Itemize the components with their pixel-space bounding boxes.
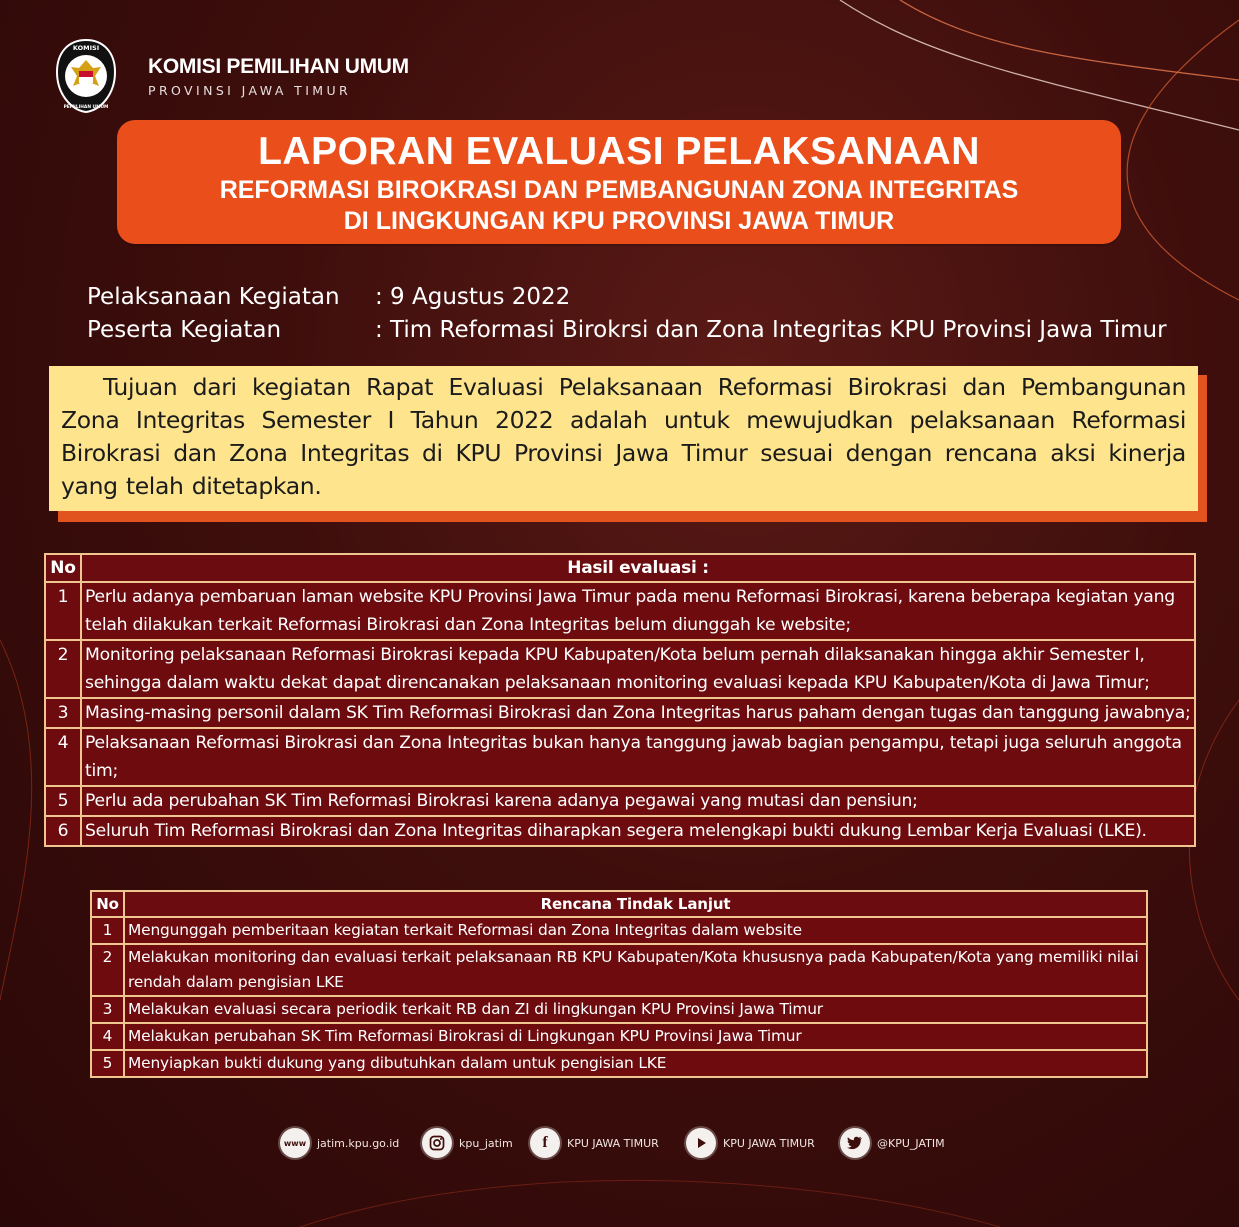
row-number: 3 (45, 698, 81, 728)
banner-line-2: REFORMASI BIROKRASI DAN PEMBANGUNAN ZONA INTEGRITAS (219, 176, 1019, 204)
row-text: Pelaksanaan Reformasi Birokrasi dan Zona Integritas bukan hanya tanggung jawab bagian pengampu, tetapi juga seluruh anggota tim; (81, 728, 1195, 786)
row-number: 2 (45, 640, 81, 698)
row-number: 5 (91, 1050, 124, 1077)
logo-text-top: KOMISI (72, 44, 100, 52)
instagram-text: kpu_jatim (459, 1136, 513, 1150)
youtube-text: KPU JAWA TIMUR (723, 1136, 815, 1150)
table-row (45, 728, 1195, 786)
twitter-link[interactable] (840, 1128, 945, 1158)
table-row (91, 917, 1147, 944)
www-label: www (283, 1138, 307, 1148)
row-text: Masing-masing personil dalam SK Tim Reformasi Birokrasi dan Zona Integritas harus paham dengan tugas dan tanggung jawabnya; (81, 698, 1195, 728)
peserta-value: : Tim Reformasi Birokrsi dan Zona Integritas KPU Provinsi Jawa Timur (375, 317, 1167, 343)
table-row (91, 996, 1147, 1023)
table-row (45, 640, 1195, 698)
kpu-logo (55, 38, 117, 114)
logo-text-bottom: PEMILIHAN UMUM (63, 105, 109, 110)
table-header-row (45, 554, 1195, 582)
table-row (45, 698, 1195, 728)
row-text: Menyiapkan bukti dukung yang dibutuhkan dalam untuk pengisian LKE (124, 1050, 1147, 1077)
facebook-icon: f (530, 1128, 560, 1158)
row-number: 4 (91, 1023, 124, 1050)
pelaksanaan-value: : 9 Agustus 2022 (375, 284, 571, 310)
row-number: 1 (91, 917, 124, 944)
globe-icon (280, 1128, 310, 1158)
col-hasil-evaluasi: Hasil evaluasi : (81, 554, 1195, 582)
instagram-link[interactable] (422, 1128, 513, 1158)
row-text: Perlu adanya pembaruan laman website KPU Provinsi Jawa Timur pada menu Reformasi Birokrasi, karena beberapa kegiatan yang telah dilakukan terkait Reformasi Birokrasi dan Zona Integritas belum diunggah ke website; (81, 582, 1195, 640)
table-row (45, 816, 1195, 846)
row-text: Mengunggah pemberitaan kegiatan terkait Reformasi dan Zona Integritas dalam website (124, 917, 1147, 944)
banner-line-3: DI LINGKUNGAN KPU PROVINSI JAWA TIMUR (343, 207, 895, 235)
table-row (91, 944, 1147, 996)
youtube-play-icon (686, 1128, 716, 1158)
table-row (45, 786, 1195, 816)
col-no: No (91, 891, 124, 917)
instagram-icon (422, 1128, 452, 1158)
row-text: Seluruh Tim Reformasi Birokrasi dan Zona Integritas diharapkan segera melengkapi bukti dukung Lembar Kerja Evaluasi (LKE). (81, 816, 1195, 846)
row-text: Melakukan perubahan SK Tim Reformasi Birokrasi di Lingkungan KPU Provinsi Jawa Timur (124, 1023, 1147, 1050)
row-text: Monitoring pelaksanaan Reformasi Birokrasi kepada KPU Kabupaten/Kota belum pernah dilaksanakan hingga akhir Semester I, sehingga dalam waktu dekat dapat direncanakan pelaksanaan monitoring evaluasi kepada KPU Kabupaten/Kota di Jawa Timur; (81, 640, 1195, 698)
row-number: 3 (91, 996, 124, 1023)
banner-title: LAPORAN EVALUASI PELAKSANAAN (258, 130, 980, 173)
purpose-text: Tujuan dari kegiatan Rapat Evaluasi Pelaksanaan Reformasi Birokrasi dan Pembangunan Zona Integritas Semester I Tahun 2022 adalah untuk mewujudkan pelaksanaan Reformasi Birokrasi dan Zona Integritas di KPU Provinsi Jawa Timur sesuai dengan rencana aksi kinerja yang telah ditetapkan. (61, 373, 1186, 500)
table-row (45, 582, 1195, 640)
rencana-tindak-lanjut-table (90, 890, 1148, 1078)
org-subtitle: PROVINSI JAWA TIMUR (148, 83, 352, 98)
title-banner (117, 120, 1121, 244)
facebook-link[interactable] (530, 1128, 659, 1158)
row-text: Perlu ada perubahan SK Tim Reformasi Birokrasi karena adanya pegawai yang mutasi dan pensiun; (81, 786, 1195, 816)
twitter-text: @KPU_JATIM (877, 1136, 945, 1150)
facebook-text: KPU JAWA TIMUR (567, 1136, 659, 1150)
org-name: KOMISI PEMILIHAN UMUM (148, 55, 409, 78)
row-text: Melakukan evaluasi secara periodik terkait RB dan ZI di lingkungan KPU Provinsi Jawa Timur (124, 996, 1147, 1023)
table-row (91, 1023, 1147, 1050)
youtube-link[interactable] (686, 1128, 815, 1158)
col-no: No (45, 554, 81, 582)
pelaksanaan-label: Pelaksanaan Kegiatan (87, 284, 340, 310)
row-number: 1 (45, 582, 81, 640)
row-text: Melakukan monitoring dan evaluasi terkait pelaksanaan RB KPU Kabupaten/Kota khususnya pada Kabupaten/Kota yang memiliki nilai rendah dalam pengisian LKE (124, 944, 1147, 996)
col-rencana-tindak-lanjut: Rencana Tindak Lanjut (124, 891, 1147, 917)
peserta-label: Peserta Kegiatan (87, 317, 282, 343)
twitter-bird-icon (840, 1128, 870, 1158)
website-text: jatim.kpu.go.id (317, 1136, 400, 1150)
table-header-row (91, 891, 1147, 917)
row-number: 4 (45, 728, 81, 786)
purpose-box (49, 366, 1198, 511)
row-number: 6 (45, 816, 81, 846)
hasil-evaluasi-table (44, 553, 1196, 847)
table-row (91, 1050, 1147, 1077)
row-number: 2 (91, 944, 124, 996)
website-link[interactable] (280, 1128, 399, 1158)
row-number: 5 (45, 786, 81, 816)
organization-header (148, 55, 409, 98)
